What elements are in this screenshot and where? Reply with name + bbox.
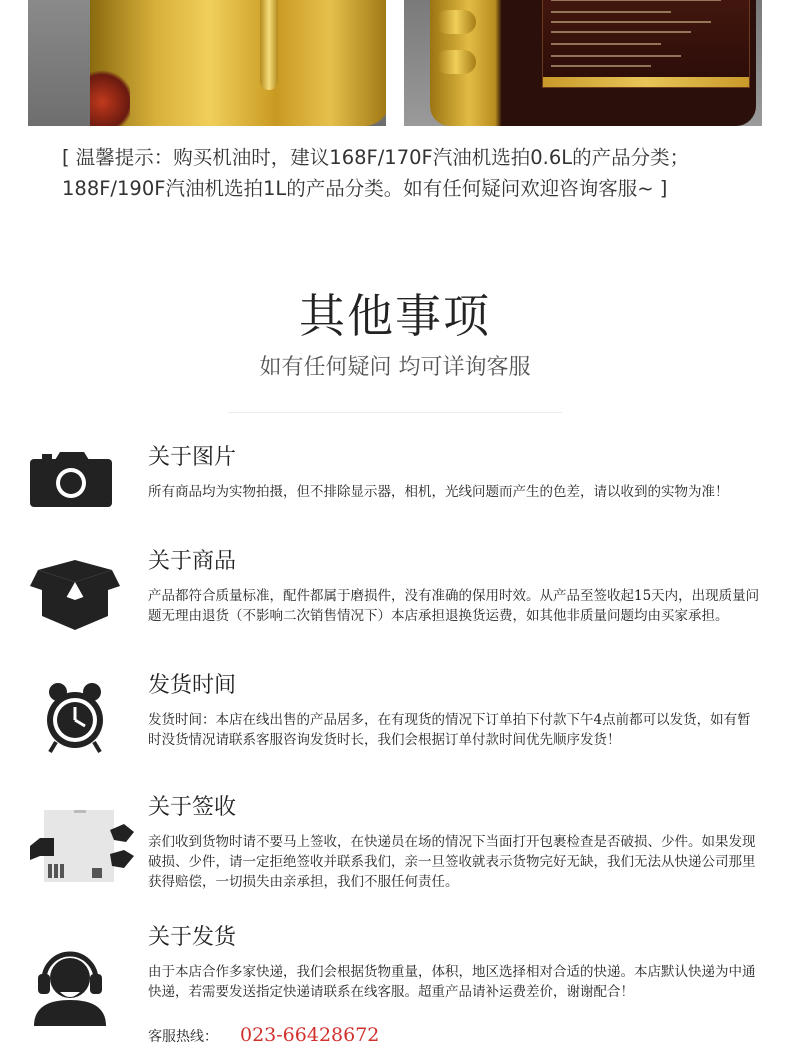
purchase-tip — [62, 142, 742, 204]
hotline-label: 客服热线： — [148, 1029, 218, 1045]
section-body: 发货时间：本店在线出售的产品居多，在有现货的情况下订单拍下付款下午4点前都可以发货，如有暂时没货情况请联系客服咨询发货时长，我们会根据订单付款时间优先顺序发货！ — [148, 712, 751, 748]
page-subtitle: 如有任何疑问 均可详询客服 — [259, 355, 531, 380]
section-title: 发货时间 — [148, 673, 237, 698]
purchase-tip-line-1: [ 温馨提示：购买机油时，建议168F/170F汽油机选拍0.6L的产品分类； — [62, 146, 690, 169]
section-products — [0, 544, 790, 654]
headset-icon — [30, 946, 130, 1026]
oil-bottle — [90, 0, 386, 126]
section-title: 关于签收 — [148, 795, 237, 820]
section-body: 产品都符合质量标准，配件都属于磨损件，没有准确的保用时效。从产品至签收起15天内，出现质量问题无理由退货（不影响二次销售情况下）本店承担退换货运费，如其他非质量问题均由买家承担。 — [148, 588, 760, 624]
oil-bottle-photo-front — [28, 0, 386, 126]
section-body: 由于本店合作多家快递，我们会根据货物重量，体积，地区选择相对合适的快递。本店默认快递为中通快递，若需要发送指定快递请联系在线客服。超重产品请补运费差价，谢谢配合！ — [148, 964, 756, 1000]
section-title: 关于图片 — [148, 445, 237, 470]
product-photos — [0, 0, 790, 128]
oil-bottle-photo-back — [404, 0, 762, 126]
hotline-number: 023-66428672 — [240, 1024, 380, 1046]
package-handover-icon — [30, 806, 130, 886]
section-shipping-time — [0, 668, 790, 778]
bottle-label — [542, 0, 750, 88]
alarm-clock-icon — [30, 682, 130, 754]
section-pictures — [0, 440, 790, 540]
section-body: 所有商品均为实物拍摄，但不排除显示器，相机，光线问题而产生的色差，请以收到的实物为准！ — [148, 484, 729, 500]
customer-service-hotline — [148, 1024, 379, 1046]
page-title: 其他事项 — [299, 289, 491, 343]
oil-bottle-back — [430, 0, 756, 126]
box-icon — [30, 558, 130, 630]
purchase-tip-line-2: 188F/190F汽油机选拍1L的产品分类。如有任何疑问欢迎咨询客服~ ] — [62, 177, 668, 200]
section-receiving — [0, 790, 790, 910]
section-body: 亲们收到货物时请不要马上签收，在快递员在场的情况下当面打开包裹检查是否破损、少件。如果发现破损、少件，请一定拒绝签收并联系我们，亲一旦签收就表示货物完好无缺，我们无法从快递公司那里获得赔偿，一切损失由亲承担，我们不服任何责任。 — [148, 834, 756, 890]
section-title: 关于商品 — [148, 549, 237, 574]
camera-icon — [30, 450, 130, 510]
divider — [228, 412, 562, 413]
section-delivery — [0, 920, 790, 1058]
section-title: 关于发货 — [148, 925, 237, 950]
